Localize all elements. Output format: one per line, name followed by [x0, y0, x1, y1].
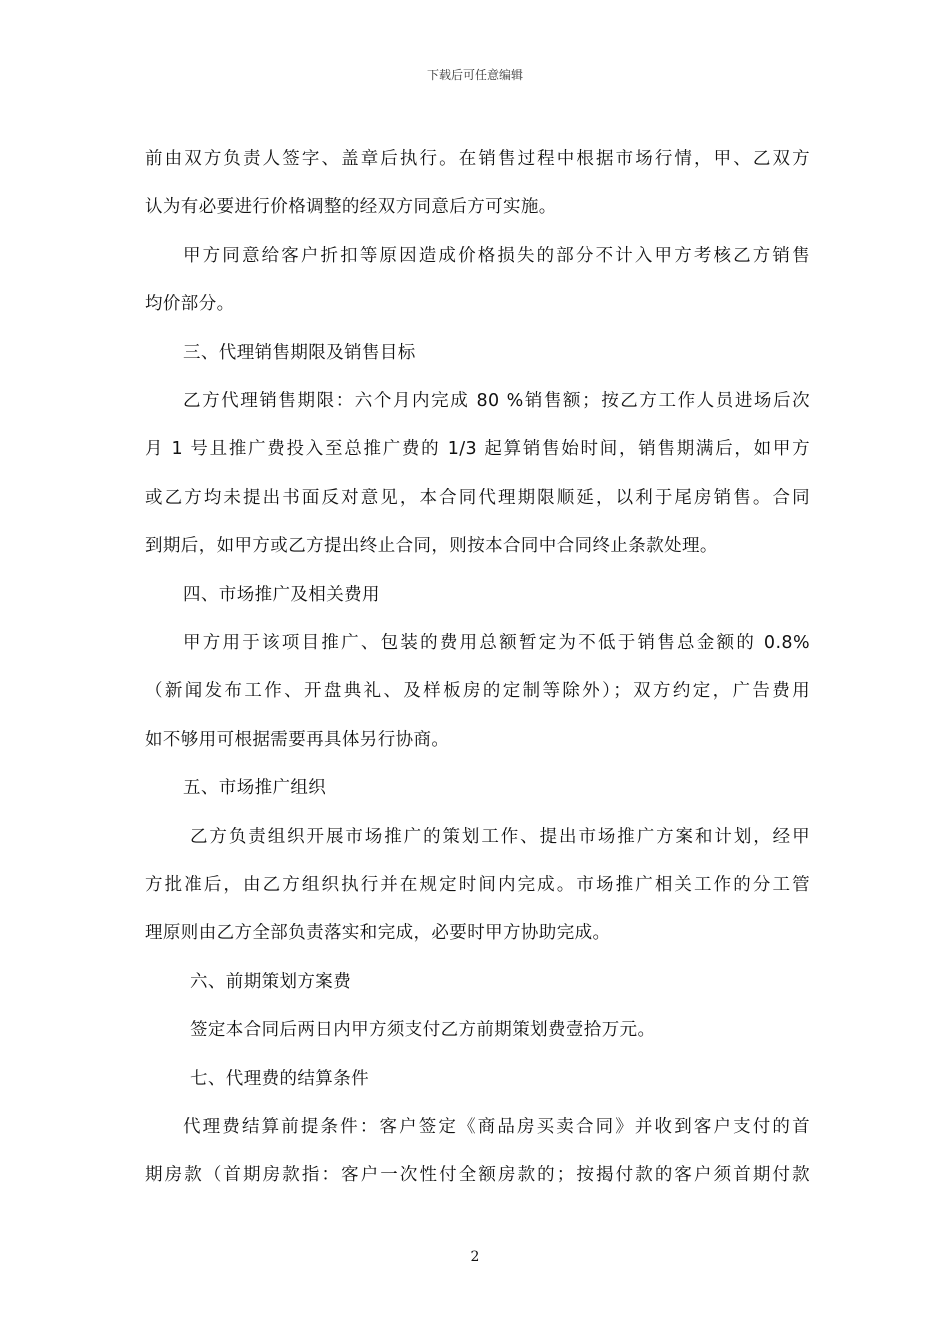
page-number: 2 — [470, 1249, 480, 1265]
section-heading: 三、代理销售期限及销售目标 — [183, 343, 416, 363]
paragraph-line: 认为有必要进行价格调整的经双方同意后方可实施。 — [145, 197, 557, 217]
paragraph-line: 甲方同意给客户折扣等原因造成价格损失的部分不计入甲方考核乙方销售 — [183, 246, 810, 266]
paragraph-line: 如不够用可根据需要再具体另行协商。 — [145, 730, 450, 750]
paragraph-line: 代理费结算前提条件：客户签定《商品房买卖合同》并收到客户支付的首 — [183, 1117, 810, 1137]
paragraph-line: 月 1 号且推广费投入至总推广费的 1/3 起算销售始时间，销售期满后，如甲方 — [145, 439, 810, 459]
section-heading: 五、市场推广组织 — [183, 778, 327, 798]
paragraph-line: （新闻发布工作、开盘典礼、及样板房的定制等除外）；双方约定，广告费用 — [145, 681, 810, 701]
paragraph-line: 甲方用于该项目推广、包装的费用总额暂定为不低于销售总金额的 0.8% — [183, 633, 810, 653]
section-heading: 七、代理费的结算条件 — [190, 1069, 369, 1089]
paragraph-line: 前由双方负责人签字、盖章后执行。在销售过程中根据市场行情，甲、乙双方 — [145, 149, 810, 169]
paragraph-line: 均价部分。 — [145, 294, 235, 314]
paragraph-line: 方批准后，由乙方组织执行并在规定时间内完成。市场推广相关工作的分工管 — [145, 875, 810, 895]
page-header: 下载后可任意编辑 — [426, 68, 523, 82]
paragraph-line: 乙方代理销售期限：六个月内完成 80 %销售额；按乙方工作人员进场后次 — [183, 391, 810, 411]
section-heading: 六、前期策划方案费 — [190, 972, 352, 992]
paragraph-line: 乙方负责组织开展市场推广的策划工作、提出市场推广方案和计划，经甲 — [190, 827, 810, 847]
paragraph-line: 期房款（首期房款指：客户一次性付全额房款的；按揭付款的客户须首期付款 — [145, 1165, 810, 1185]
paragraph-line: 签定本合同后两日内甲方须支付乙方前期策划费壹拾万元。 — [190, 1020, 656, 1040]
paragraph-line: 到期后，如甲方或乙方提出终止合同，则按本合同中合同终止条款处理。 — [145, 536, 718, 556]
section-heading: 四、市场推广及相关费用 — [183, 585, 380, 605]
paragraph-line: 或乙方均未提出书面反对意见，本合同代理期限顺延，以利于尾房销售。合同 — [145, 488, 810, 508]
paragraph-line: 理原则由乙方全部负责落实和完成，必要时甲方协助完成。 — [145, 923, 611, 943]
